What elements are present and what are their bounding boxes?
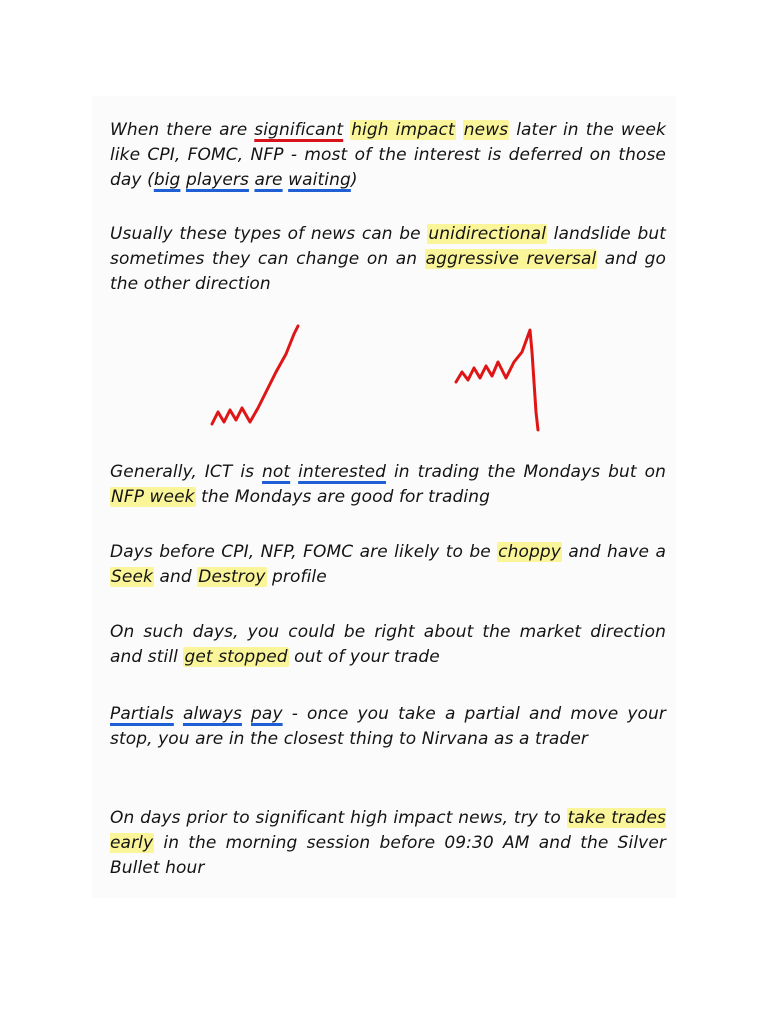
highlighted-phrase: choppy (498, 542, 561, 562)
text-segment: and (153, 567, 198, 587)
highlighted-phrase: Destroy (198, 567, 266, 587)
paragraph-choppy-days (110, 540, 666, 590)
paragraph-significant-news (110, 118, 666, 193)
text-segment: - once you take a partial and move your stop, you are in the closest thing to Nirvana as a trader (110, 704, 666, 749)
text-segment (242, 704, 251, 724)
highlighted-phrase: get stopped (184, 647, 288, 667)
text-segment: in trading the Mondays but on (386, 462, 666, 482)
paragraph-stopped-out (110, 620, 666, 670)
aggressive-reversal-sketch (450, 322, 550, 434)
text-segment: and go the other direction (110, 249, 666, 294)
blue-underlined-word: interested (298, 462, 386, 482)
paragraph-mondays (110, 460, 666, 510)
text-segment: later in the week like CPI, FOMC, NFP - most of the interest is deferred on those day ( (110, 120, 666, 190)
highlighted-phrase: high impact (351, 120, 455, 140)
blue-underlined-word: players (185, 170, 249, 190)
highlighted-phrase: Seek (111, 567, 153, 587)
highlighted-phrase: aggressive reversal (425, 249, 597, 269)
blue-underlined-word: are (254, 170, 283, 190)
note-page (92, 96, 676, 898)
paragraph-partials (110, 702, 666, 752)
text-segment: Days before CPI, NFP, FOMC are likely to be (110, 542, 498, 562)
highlighted-phrase: unidirectional (428, 224, 547, 244)
highlighted-phrase: news (463, 120, 509, 140)
text-segment (456, 120, 463, 140)
blue-underlined-word: waiting (288, 170, 351, 190)
text-segment: out of your trade (288, 647, 440, 667)
text-segment: in the morning session before 09:30 AM and the Silver Bullet hour (110, 833, 666, 878)
highlighted-phrase: NFP week (111, 487, 195, 507)
paragraph-take-trades-early (110, 806, 666, 881)
text-segment: Generally, ICT is (110, 462, 263, 482)
text-segment: On days prior to significant high impact news, try to (110, 808, 567, 828)
blue-underlined-word: big (153, 170, 181, 190)
unidirectional-rally-sketch (204, 322, 304, 434)
text-segment (174, 704, 183, 724)
reversal-line (456, 330, 538, 430)
blue-underlined-word: always (182, 704, 242, 724)
text-segment: and have a (561, 542, 666, 562)
paragraph-unidirectional-news (110, 222, 666, 297)
text-segment: landslide but sometimes they can change on an (110, 224, 666, 269)
text-segment: When there are (110, 120, 255, 140)
text-segment: the Mondays are good for trading (195, 487, 490, 507)
blue-underlined-word: pay (251, 704, 283, 724)
text-segment (290, 462, 298, 482)
text-segment: Usually these types of news can be (110, 224, 428, 244)
blue-underlined-word: Partials (110, 704, 174, 724)
red-underlined-word: significant (254, 120, 344, 140)
text-segment: On such days, you could be right about the market direction and still (110, 622, 666, 667)
blue-underlined-word: not (262, 462, 291, 482)
text-segment: ) (350, 170, 358, 190)
rally-line (212, 326, 298, 424)
text-segment: profile (266, 567, 327, 587)
highlighted-phrase: take trades early (110, 808, 666, 853)
